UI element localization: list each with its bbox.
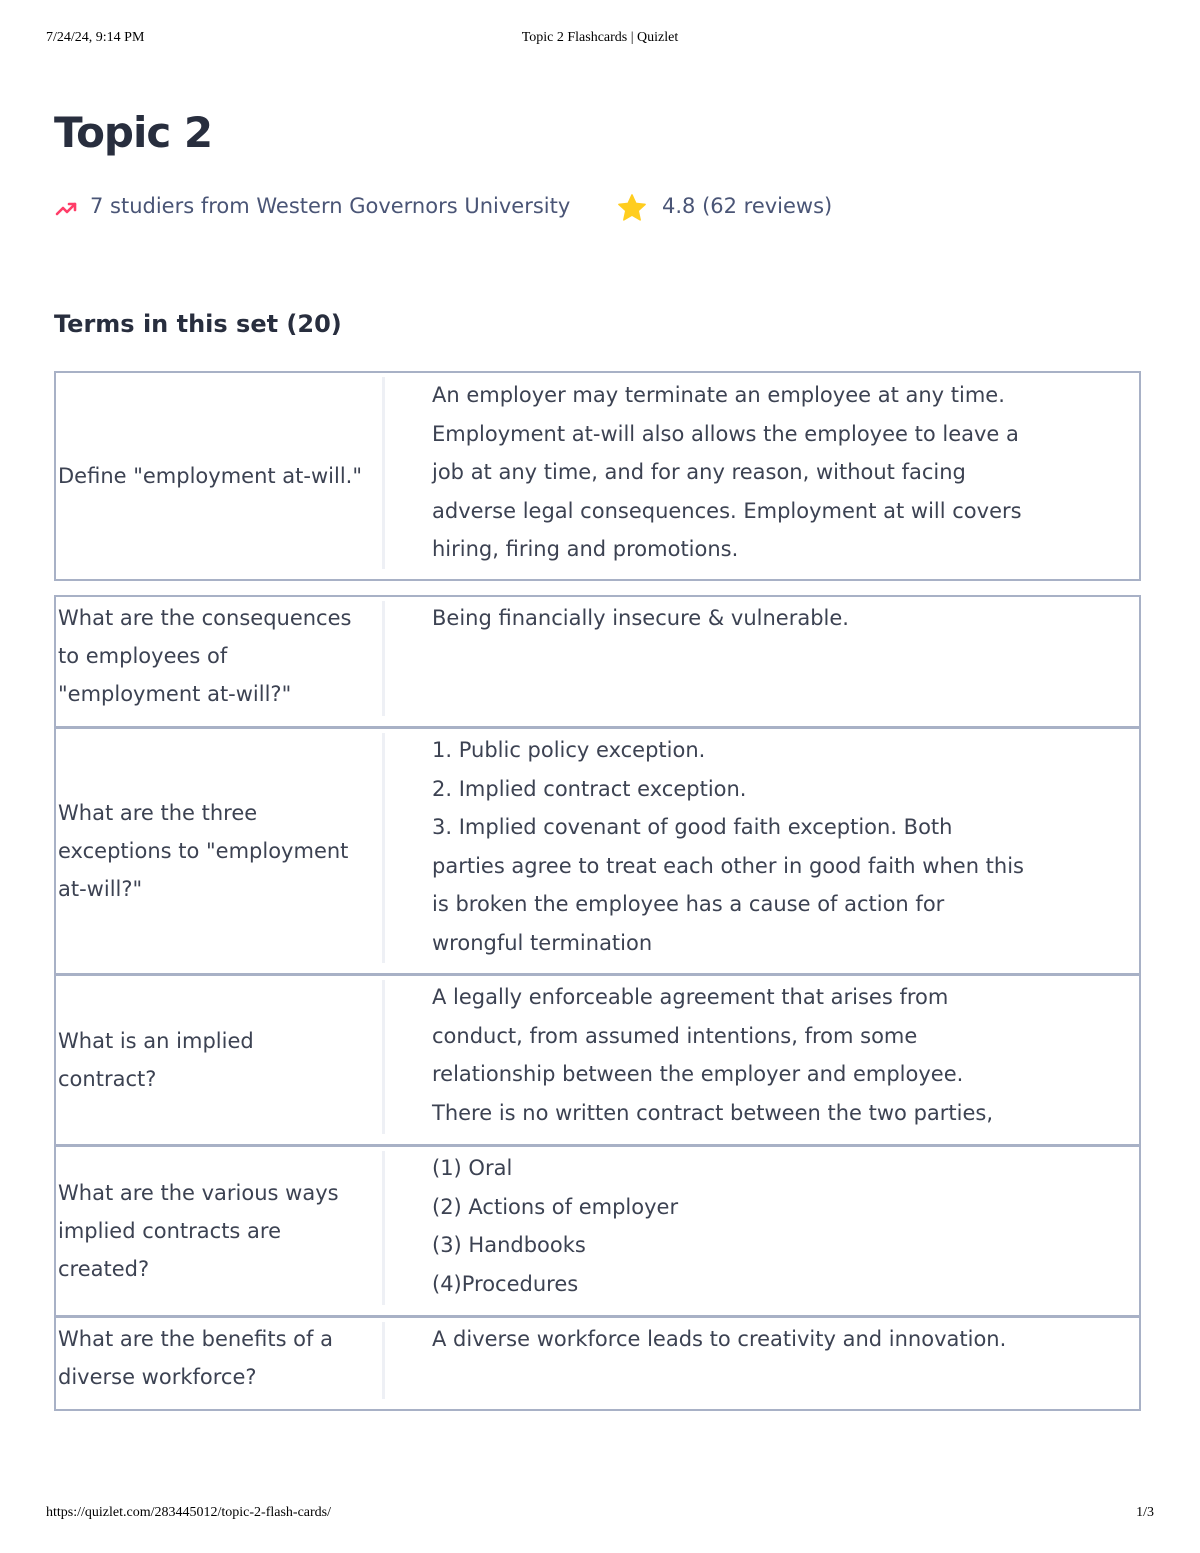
flashcard-definition: (1) Oral (2) Actions of employer (3) Handbooks (4)Procedures xyxy=(432,1156,679,1296)
print-url: https://quizlet.com/283445012/topic-2-flash-cards/ xyxy=(46,1505,331,1520)
flashcard xyxy=(54,1145,1141,1317)
rating-text[interactable]: 4.8 (62 reviews) xyxy=(662,194,833,218)
print-header xyxy=(46,30,1154,50)
flashcard xyxy=(54,371,1141,581)
set-title: Topic 2 xyxy=(54,108,213,157)
flashcard xyxy=(54,1316,1141,1411)
flashcard-definition: A diverse workforce leads to creativity and innovation. xyxy=(432,1327,1007,1351)
term-text: What is an implied contract? xyxy=(58,1029,254,1091)
term-text: What are the three exceptions to "employment at-will?" xyxy=(58,801,349,901)
flashcard xyxy=(54,974,1141,1146)
flashcard-term xyxy=(58,597,381,726)
trending-up-icon xyxy=(54,197,78,221)
card-divider xyxy=(382,601,385,716)
print-footer xyxy=(46,1505,1154,1525)
print-page-number: 1/3 xyxy=(1136,1505,1154,1520)
card-divider xyxy=(382,980,385,1134)
terms-heading: Terms in this set (20) xyxy=(54,310,342,338)
flashcard-definition: Being financially insecure & vulnerable. xyxy=(432,606,849,630)
card-divider xyxy=(382,1151,385,1305)
flashcard-term xyxy=(58,1147,381,1315)
flashcard xyxy=(54,595,1141,728)
flashcard-term xyxy=(58,729,381,973)
term-text: Define "employment at-will." xyxy=(58,464,362,488)
studiers-count: 7 studiers from Western Governors University xyxy=(90,194,571,218)
flashcard-definition: A legally enforceable agreement that arises from conduct, from assumed intentions, from some relationship between the employer and employee. There is no written contract between the two parties, xyxy=(432,985,994,1125)
card-divider xyxy=(382,1322,385,1399)
flashcard-definition: 1. Public policy exception. 2. Implied contract exception. 3. Implied covenant of good faith exception. Both parties agree to treat each other in good faith when this is broken the employee has a cause of action for wrongful termination xyxy=(432,738,1024,955)
star-icon xyxy=(616,192,648,224)
card-divider xyxy=(382,377,385,569)
term-text: What are the consequences to employees of "employment at-will?" xyxy=(58,606,352,706)
term-text: What are the various ways implied contracts are created? xyxy=(58,1181,339,1281)
flashcard-definition: An employer may terminate an employee at any time. Employment at-will also allows the employee to leave a job at any time, and for any reason, without facing adverse legal consequences. Employment at will covers hiring, firing and promotions. xyxy=(432,383,1022,561)
flashcard-term xyxy=(58,1318,381,1409)
flashcard xyxy=(54,727,1141,975)
flashcard-term xyxy=(58,373,381,579)
print-page-title: Topic 2 Flashcards | Quizlet xyxy=(521,30,679,45)
flashcard-term xyxy=(58,976,381,1144)
print-datetime: 7/24/24, 9:14 PM xyxy=(46,30,145,45)
card-divider xyxy=(382,733,385,963)
term-text: What are the benefits of a diverse workforce? xyxy=(58,1327,333,1389)
